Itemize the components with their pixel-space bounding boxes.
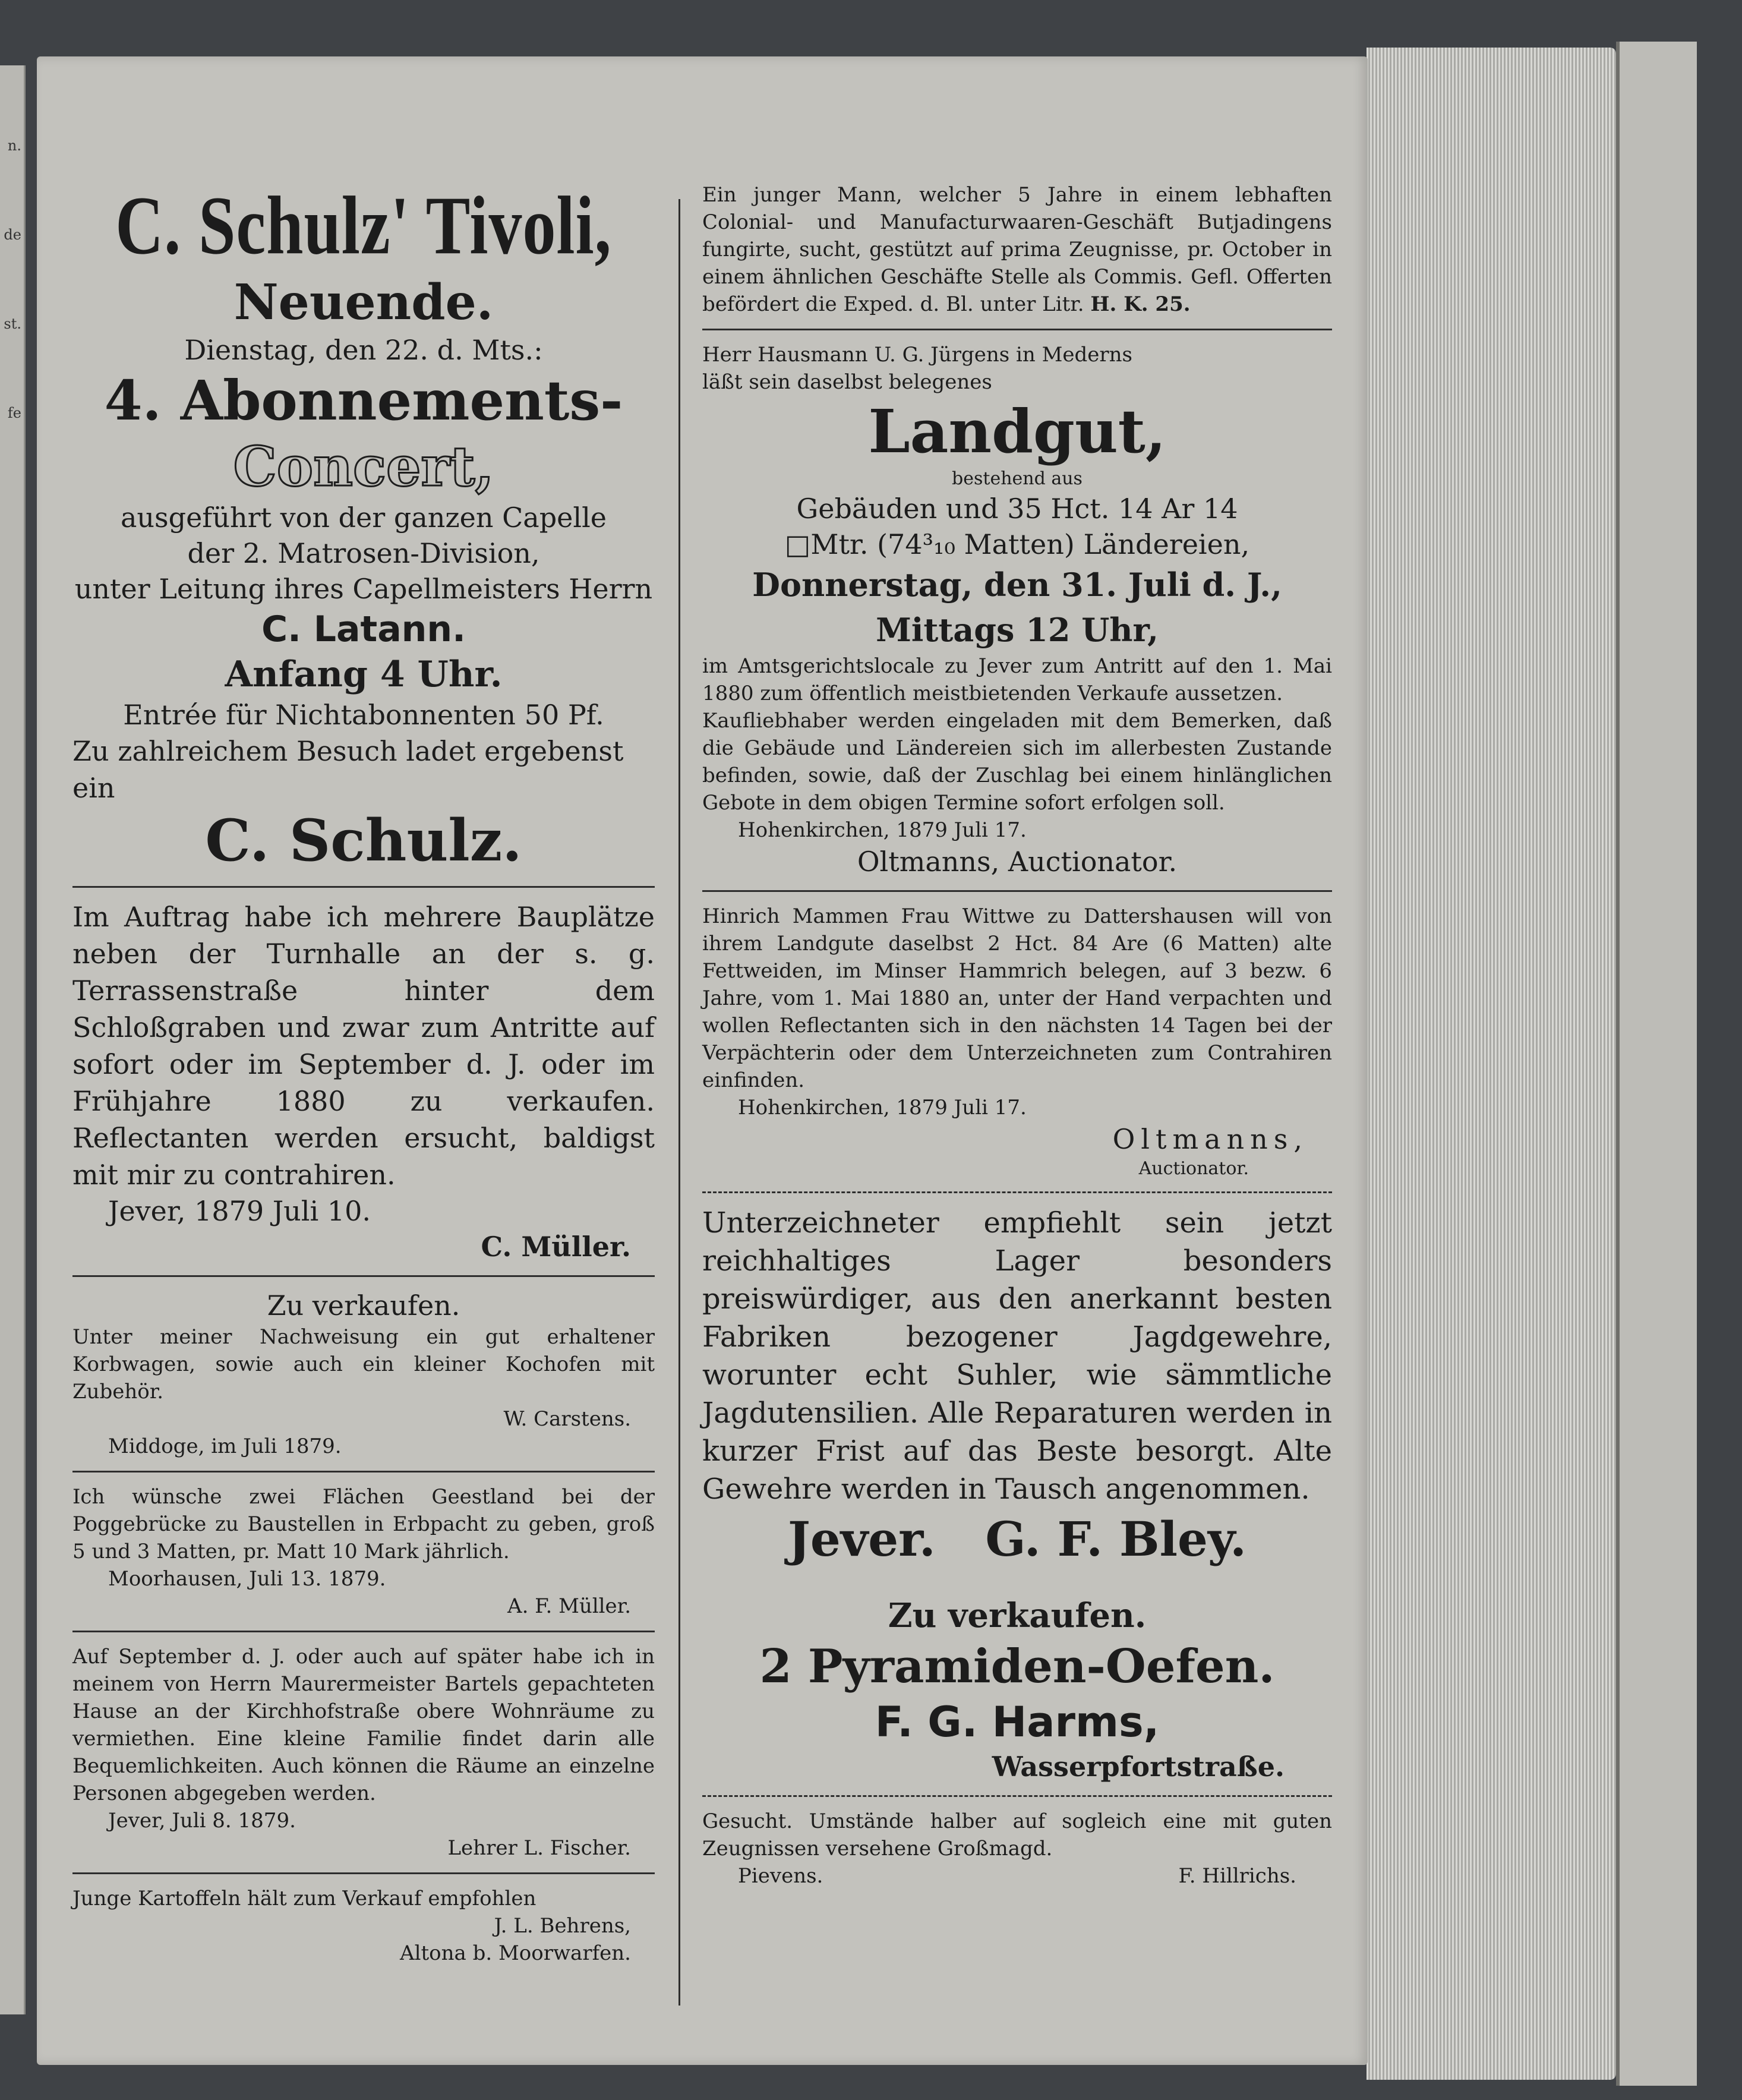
landgut-line2: □Mtr. (74³₁₀ Matten) Ländereien, <box>784 528 1250 560</box>
divider <box>72 1872 655 1874</box>
wohnraeume-signature: Lehrer L. Fischer. <box>447 1836 631 1860</box>
abonnement-heading: 4. Abonnements- <box>104 368 623 433</box>
divider <box>702 1191 1332 1193</box>
tivoli-start: Anfang 4 Uhr. <box>225 654 503 695</box>
landgut-intro2: läßt sein daselbst belegenes <box>702 370 992 394</box>
spacer <box>702 1581 1332 1582</box>
wohnraeume-place-date: Jever, Juli 8. 1879. <box>108 1809 296 1833</box>
landgut-place-date: Hohenkirchen, 1879 Juli 17. <box>738 818 1027 842</box>
conductor-name: C. Latann. <box>261 608 466 650</box>
bauplaetze-place-date: Jever, 1879 Juli 10. <box>108 1195 371 1227</box>
korbwagen-text: Unter meiner Nachweisung ein gut erhaltener Korbwagen, sowie auch ein kleiner Kochofen mit Zubehör. <box>72 1325 655 1404</box>
concert-heading: Concert, <box>233 434 494 499</box>
bley-ad <box>702 1204 1332 1570</box>
bley-text: Unterzeichneter empfiehlt sein jetzt reichhaltiges Lager besonders preiswürdiger, aus den anerkannt besten Fabriken bezogener Jagdgewehre, worunter echt Suhler, wie sämmtliche Jagdutensilien. Alle Reparaturen werden in kurzer Frist auf das Beste besorgt. Alte Gewehre werden in Tausch angenommen. <box>702 1206 1332 1506</box>
landgut-time: Mittags 12 Uhr, <box>876 611 1159 649</box>
kartoffeln-ad <box>72 1885 655 1967</box>
mammen-role: Auctionator. <box>1138 1158 1249 1179</box>
kartoffeln-place: Altona b. Moorwarfen. <box>400 1941 631 1965</box>
wohnraeume-ad <box>72 1643 655 1862</box>
oefen-seller: F. G. Harms, <box>875 1698 1160 1746</box>
landgut-signature: Oltmanns, Auctionator. <box>857 846 1178 878</box>
adjacent-page-edge: n. de st. fe <box>0 65 26 2014</box>
divider <box>72 1471 655 1472</box>
korbwagen-place-date: Middoge, im Juli 1879. <box>108 1434 342 1458</box>
geestland-place-date: Moorhausen, Juli 13. 1879. <box>108 1567 386 1591</box>
column-divider <box>679 199 680 2006</box>
grossmagd-place: Pievens. <box>738 1864 823 1888</box>
landgut-date: Donnerstag, den 31. Juli d. J., <box>752 566 1282 604</box>
tivoli-line3: unter Leitung ihres Capellmeisters Herrn <box>74 573 653 605</box>
landgut-ad <box>702 341 1332 879</box>
landgut-line1: Gebäuden und 35 Hct. 14 Ar 14 <box>796 493 1238 525</box>
tivoli-date: Dienstag, den 22. d. Mts.: <box>184 334 543 366</box>
tivoli-line2: der 2. Matrosen-Division, <box>187 537 540 569</box>
kartoffeln-signature: J. L. Behrens, <box>494 1914 631 1938</box>
divider <box>702 1795 1332 1797</box>
bley-signature: Jever. G. F. Bley. <box>787 1511 1247 1567</box>
mammen-ad <box>702 903 1332 1181</box>
geestland-signature: A. F. Müller. <box>507 1594 631 1618</box>
grossmagd-ad <box>702 1808 1332 1890</box>
tivoli-signature: C. Schulz. <box>205 807 522 874</box>
page-content <box>55 181 1344 2023</box>
tivoli-entree: Entrée für Nichtabonnenten 50 Pf. <box>123 699 604 731</box>
korbwagen-signature: W. Carstens. <box>503 1407 631 1431</box>
grossmagd-text: Gesucht. Umstände halber auf sogleich eine mit guten Zeugnissen versehene Großmagd. <box>702 1809 1332 1861</box>
tivoli-invite: Zu zahlreichem Besuch ladet ergebenst ein <box>72 735 624 804</box>
oefen-heading: Zu verkaufen. <box>888 1596 1147 1635</box>
tivoli-line1: ausgeführt von der ganzen Capelle <box>120 502 607 534</box>
grossmagd-signature: F. Hillrichs. <box>1178 1864 1296 1888</box>
landgut-title: Landgut, <box>868 396 1166 466</box>
korbwagen-heading: Zu verkaufen. <box>267 1289 460 1322</box>
kartoffeln-text: Junge Kartoffeln hält zum Verkauf empfohlen <box>72 1887 537 1910</box>
mammen-text: Hinrich Mammen Frau Wittwe zu Dattershausen will von ihrem Landgute daselbst 2 Hct. 84 Are (6 Matten) alte Fettweiden, im Minser Hammrich belegen, auf 3 bezw. 6 Jahre, vom 1. Mai 1880 an, unter der Hand verpachten und wollen Reflectanten sich in den nächsten 14 Tagen bei der Verpächterin oder dem Unterzeichneten zum Contrahiren einfinden. <box>702 904 1332 1092</box>
bauplaetze-signature: C. Müller. <box>481 1231 631 1263</box>
divider <box>72 886 655 888</box>
mammen-place-date: Hohenkirchen, 1879 Juli 17. <box>738 1096 1027 1120</box>
junger-mann-text: Ein junger Mann, welcher 5 Jahre in einem lebhaften Colonial- und Manufacturwaaren-Geschäft Butjadingens fungirte, sucht, gestützt auf prima Zeugnisse, pr. October in einem ähnlichen Geschäfte Stelle als Commis. Gefl. Offerten befördert die Exped. d. Bl. unter Litr. H. K. 25. <box>702 183 1332 316</box>
geestland-text: Ich wünsche zwei Flächen Geestland bei der Poggebrücke zu Baustellen in Erbpacht zu geben, groß 5 und 3 Matten, pr. Matt 10 Mark jährlich. <box>72 1485 655 1563</box>
book-cover-edge <box>1616 42 1697 2086</box>
book-page-edges <box>1367 48 1616 2080</box>
grossmagd-footer <box>702 1862 1332 1890</box>
bauplaetze-text: Im Auftrag habe ich mehrere Bauplätze neben der Turnhalle an der s. g. Terrassenstraße hinter dem Schloßgraben und zwar zum Antritte auf sofort oder im September d. J. oder im Frühjahre 1880 zu verkaufen. Reflectanten werden ersucht, baldigst mit mir zu contrahiren. <box>72 901 655 1191</box>
landgut-text: im Amtsgerichtslocale zu Jever zum Antritt auf den 1. Mai 1880 zum öffentlich meistbietenden Verkaufe aussetzen. <box>702 654 1332 705</box>
junger-mann-litr: H. K. 25. <box>1090 292 1191 316</box>
divider <box>702 329 1332 330</box>
landgut-text2: Kaufliebhaber werden eingeladen mit dem Bemerken, daß die Gebäude und Ländereien sich im allerbesten Zustande befinden, sowie, daß der Zuschlag bei einem hinlänglichen Gebote in dem obigen Termine sofort erfolgen soll. <box>702 709 1332 815</box>
geestland-ad <box>72 1483 655 1620</box>
newspaper-page <box>37 56 1368 2065</box>
divider <box>72 1275 655 1277</box>
divider <box>702 890 1332 892</box>
divider <box>72 1631 655 1632</box>
oefen-ad <box>702 1593 1332 1784</box>
oefen-title: 2 Pyramiden-Oefen. <box>759 1639 1275 1694</box>
bauplaetze-ad <box>72 898 655 1265</box>
wohnraeume-text: Auf September d. J. oder auch auf später habe ich in meinem von Herrn Maurermeister Bartels gepachteten Hause an der Kirchhofstraße obere Wohnräume zu vermiethen. Eine kleine Familie findet darin alle Bequemlichkeiten. Auch können die Räume an einzelne Personen abgegeben werden. <box>72 1645 655 1805</box>
tivoli-place: Neuende. <box>233 274 494 331</box>
mammen-signature: Oltmanns, <box>1112 1123 1308 1155</box>
oefen-street: Wasserpfortstraße. <box>992 1751 1285 1783</box>
tivoli-concert-ad <box>72 181 655 875</box>
left-column <box>72 181 655 2023</box>
junger-mann-ad <box>702 181 1332 318</box>
korbwagen-ad <box>72 1288 655 1460</box>
landgut-intro1: Herr Hausmann U. G. Jürgens in Mederns <box>702 343 1132 367</box>
landgut-bestehend: bestehend aus <box>952 468 1083 489</box>
tivoli-title: C. Schulz' Tivoli, <box>115 179 612 272</box>
right-column <box>702 181 1332 2023</box>
